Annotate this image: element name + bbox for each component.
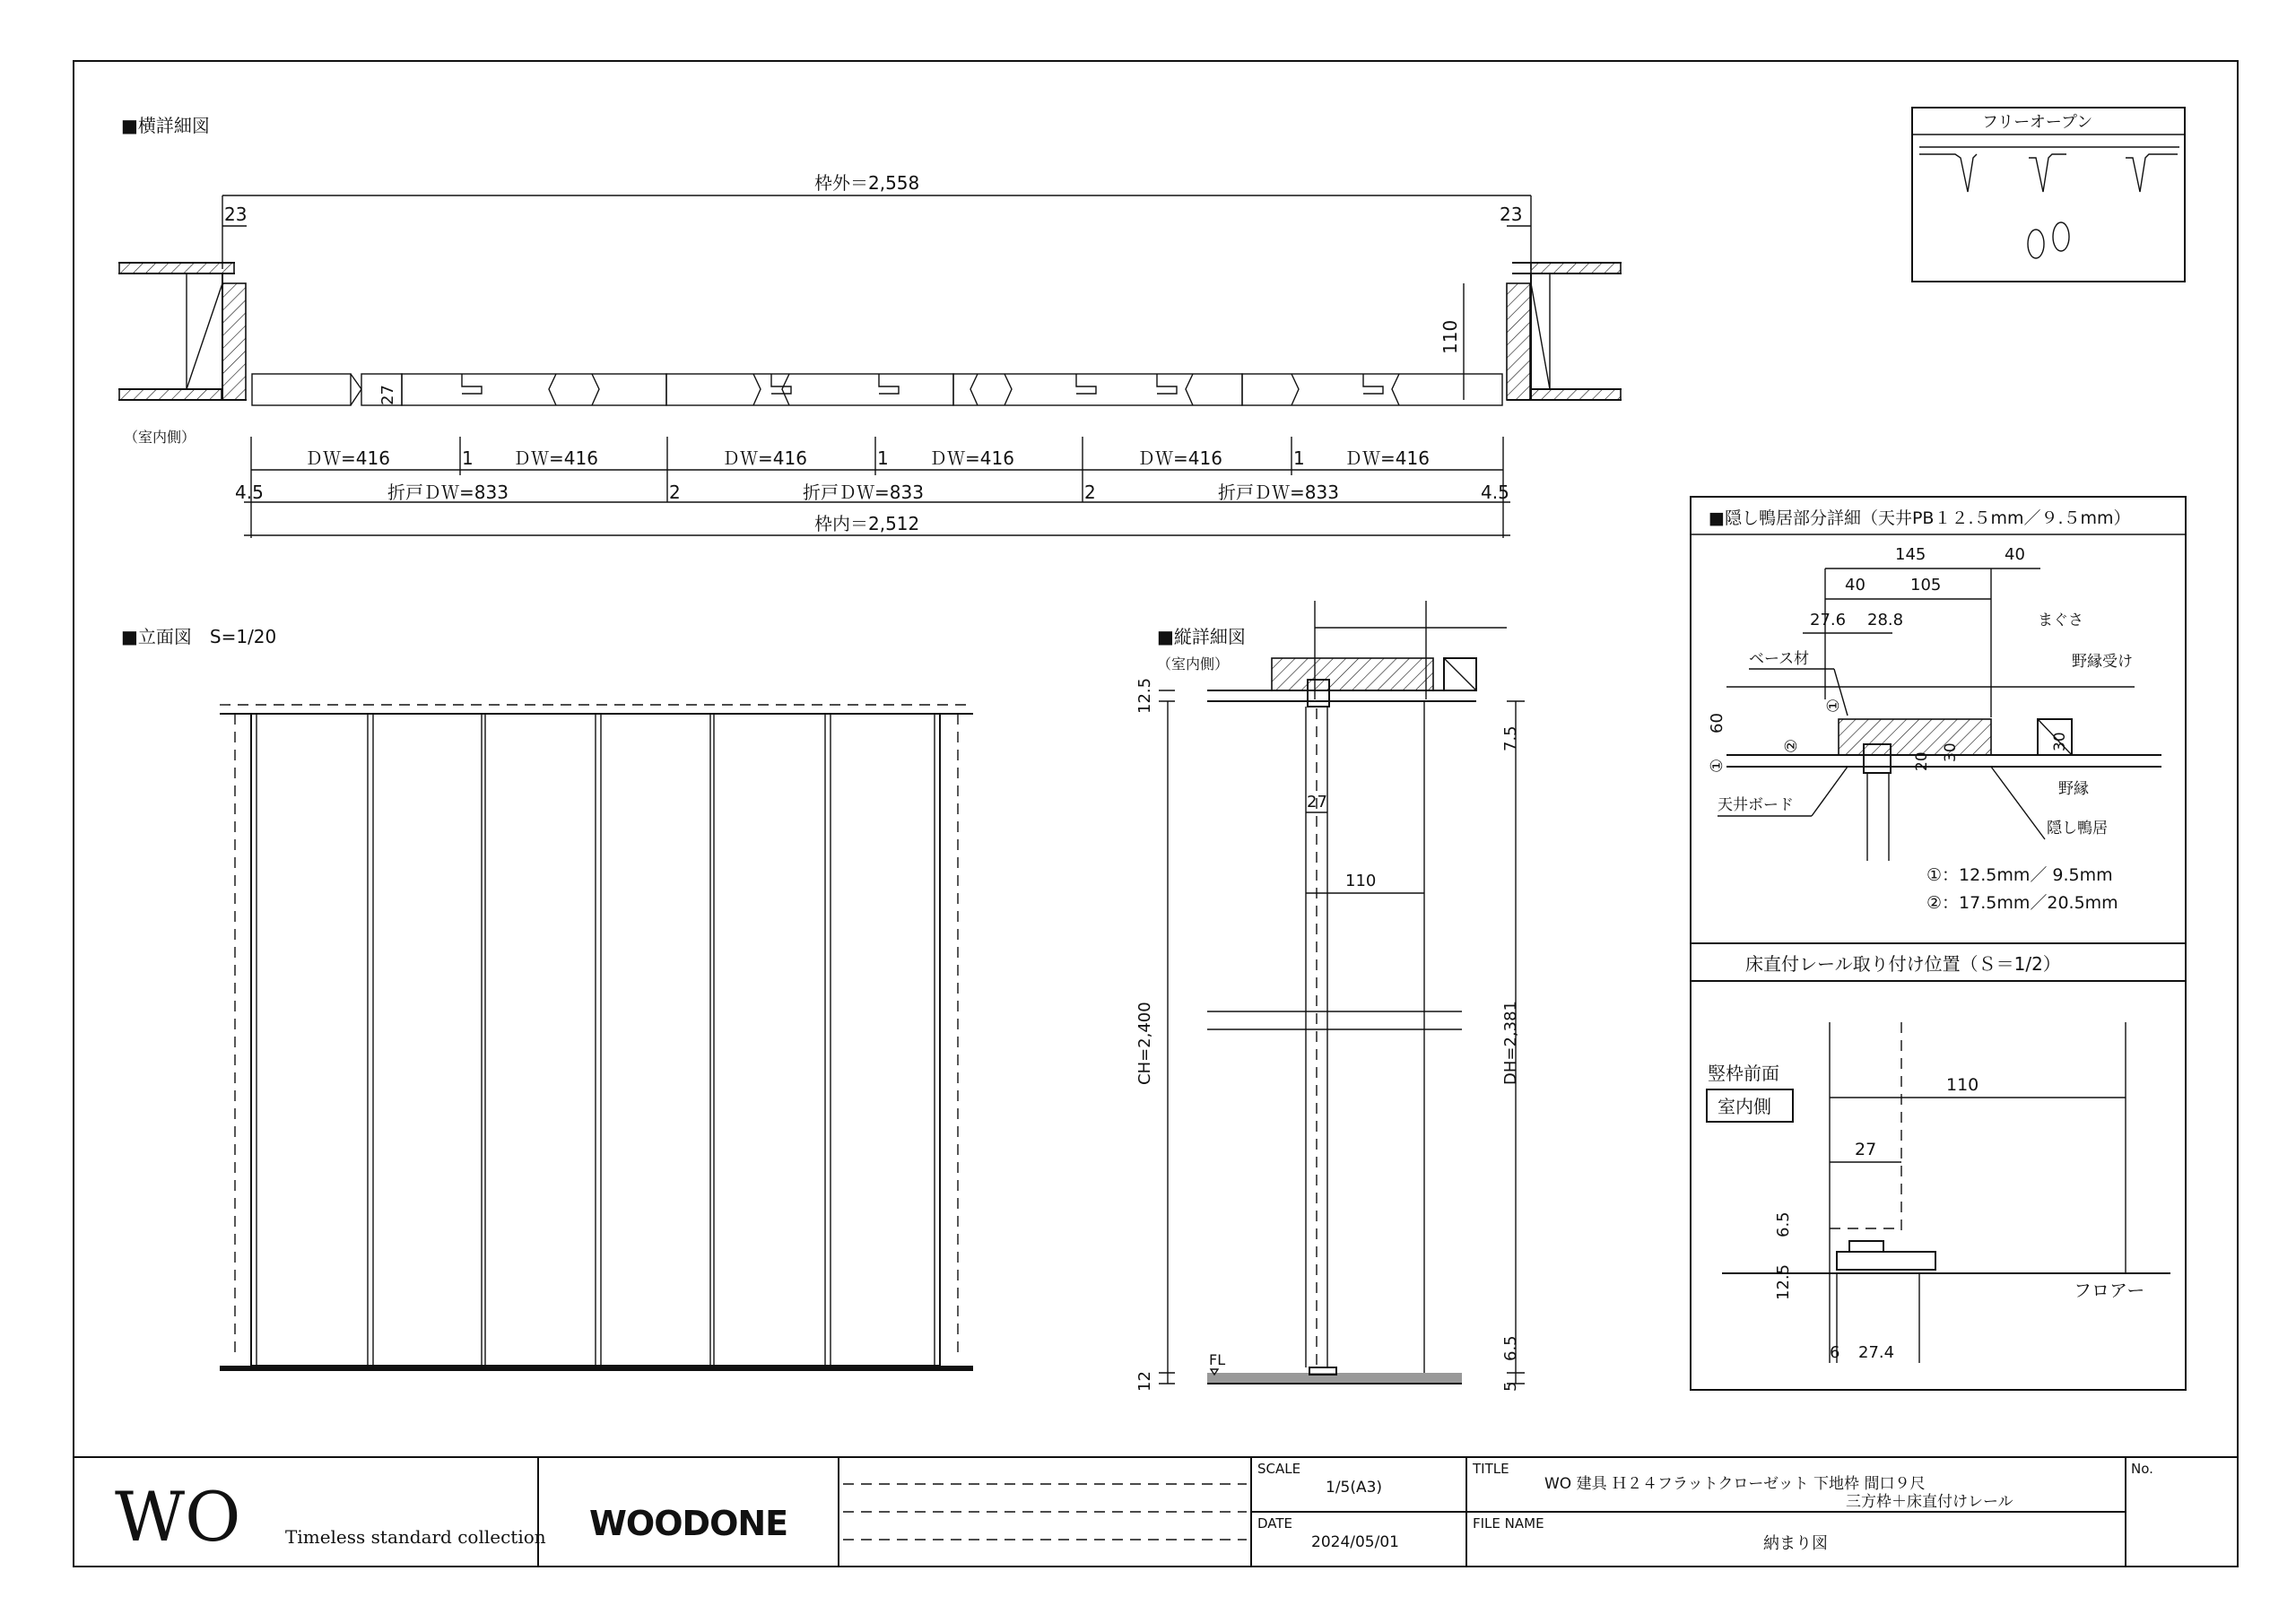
section-dim-65: 6.5	[1501, 1335, 1520, 1361]
ceiling-d30a: 30	[1942, 742, 1960, 762]
plan-dim-45-right: 4.5	[1481, 482, 1509, 503]
plan-dw-5: ＤＷ=416	[1137, 447, 1222, 469]
section-dim-5: 5	[1501, 1381, 1520, 1392]
plan-dw-6: ＤＷ=416	[1344, 447, 1430, 469]
floor-indoor: 室内側	[1718, 1096, 1771, 1117]
plan-dim-2-a: 2	[669, 482, 681, 503]
sheet-border	[74, 61, 2238, 1567]
plan-dw-4: ＤＷ=416	[929, 447, 1014, 469]
ceiling-magusa: まぐさ	[2038, 612, 2083, 629]
plan-gap-1: 1	[462, 447, 474, 469]
title-label: TITLE	[1473, 1461, 1509, 1477]
plan-dim-23-left: 23	[224, 204, 248, 225]
vertical-section	[1135, 601, 1525, 1392]
ceiling-base: ベース材	[1749, 650, 1810, 668]
ceiling-d40b: 40	[1845, 576, 1866, 595]
no-label: No.	[2131, 1461, 2153, 1477]
ceiling-note2: ②：17.5mm／20.5mm	[1926, 893, 2118, 913]
section-dim-12: 12	[1135, 1371, 1154, 1392]
ceiling-kamoi: 隠し鴨居	[2047, 820, 2108, 838]
plan-dw-3: ＤＷ=416	[722, 447, 807, 469]
footprint-icon	[2028, 222, 2069, 258]
section-dh: DH=2,381	[1501, 1000, 1520, 1085]
elevation-title: ■立面図 S=1/20	[121, 626, 277, 647]
title-line2: 三方枠＋床直付けレール	[1846, 1493, 2013, 1511]
brand-logo: WOODONE	[589, 1504, 788, 1543]
floor-label: フロアー	[2074, 1280, 2145, 1301]
section-dim-75: 7.5	[1501, 725, 1520, 751]
plan-detail	[118, 115, 1622, 538]
section-dim-27: 27	[1307, 793, 1327, 812]
ceiling-circle2: ②	[1782, 738, 1801, 753]
title-line1: WO 建具 Ｈ２４フラットクローゼット 下地枠 間口９尺	[1544, 1475, 1926, 1493]
plan-fold-2: 折戸ＤＷ=833	[803, 482, 924, 503]
plan-dw-1: ＤＷ=416	[305, 447, 390, 469]
ceiling-d105: 105	[1910, 576, 1942, 595]
section-dim-125: 12.5	[1135, 677, 1154, 714]
floor-d110: 110	[1946, 1075, 1979, 1095]
ceiling-d20: 20	[1913, 751, 1931, 771]
ceiling-d30b: 30	[2051, 732, 2069, 751]
section-dim-110: 110	[1345, 872, 1377, 890]
ceiling-d145: 145	[1895, 545, 1926, 564]
ceiling-d276: 27.6	[1810, 611, 1847, 629]
date-label: DATE	[1257, 1515, 1293, 1532]
plan-gap-3: 1	[1293, 447, 1305, 469]
date-value: 2024/05/01	[1311, 1533, 1399, 1551]
floor-d274: 27.4	[1858, 1343, 1895, 1362]
free-open-title: フリーオープン	[1982, 113, 2093, 132]
plan-gap-2: 1	[877, 447, 889, 469]
ceiling-nobuchi: 野縁	[2058, 780, 2089, 798]
floor-d65: 6.5	[1774, 1211, 1793, 1237]
plan-frame-inner: 枠内＝2,512	[814, 513, 920, 534]
plan-dw-2: ＤＷ=416	[513, 447, 598, 469]
file-label: FILE NAME	[1473, 1515, 1544, 1532]
plan-title: ■横詳細図	[121, 115, 210, 136]
plan-indoor: （室内側）	[124, 429, 196, 446]
plan-fold-3: 折戸ＤＷ=833	[1218, 482, 1339, 503]
ceiling-d40a: 40	[2005, 545, 2025, 564]
plan-dim-27: 27	[378, 385, 397, 405]
floor-d27: 27	[1855, 1140, 1877, 1159]
floor-rail-title: 床直付レール取り付け位置（Ｓ＝1/2）	[1745, 953, 2061, 975]
free-open-box	[1912, 108, 2185, 282]
ceiling-circle1-a: ①	[1824, 698, 1843, 713]
ceiling-d60: 60	[1708, 713, 1726, 733]
plan-fold-1: 折戸ＤＷ=833	[387, 482, 509, 503]
floor-front: 竪枠前面	[1708, 1063, 1779, 1084]
scale-value: 1/5(A3)	[1326, 1479, 1383, 1497]
ceiling-circle1-b: ①	[1708, 758, 1726, 773]
scale-label: SCALE	[1257, 1461, 1301, 1477]
section-title: ■縦詳細図	[1157, 626, 1246, 647]
plan-dim-110: 110	[1439, 319, 1461, 354]
title-block	[74, 1457, 2238, 1567]
floor-d6: 6	[1830, 1343, 1840, 1362]
plan-dim-2-b: 2	[1084, 482, 1096, 503]
plan-dim-45-left: 4.5	[235, 482, 264, 503]
elevation	[121, 626, 973, 1371]
ceiling-nobuchi-uke: 野縁受け	[2072, 653, 2133, 671]
floor-d125: 12.5	[1774, 1263, 1793, 1300]
plan-frame-outer: 枠外＝2,558	[814, 172, 920, 194]
file-value: 納まり図	[1763, 1534, 1828, 1553]
section-indoor: （室内側）	[1157, 655, 1230, 673]
tagline: Timeless standard collection	[285, 1526, 546, 1548]
ceiling-d288: 28.8	[1867, 611, 1904, 629]
section-ch: CH=2,400	[1135, 1002, 1154, 1085]
plan-dim-23-right: 23	[1500, 204, 1523, 225]
ceiling-detail	[1691, 497, 2186, 1390]
logo-wo: WO	[115, 1477, 241, 1557]
ceiling-tenjo: 天井ボード	[1718, 796, 1794, 814]
ceiling-note1: ①：12.5mm／ 9.5mm	[1926, 865, 2113, 885]
ceiling-title: ■隠し鴨居部分詳細（天井PB１２.５mm／９.５mm）	[1709, 508, 2131, 528]
section-fl: FL	[1209, 1351, 1226, 1368]
